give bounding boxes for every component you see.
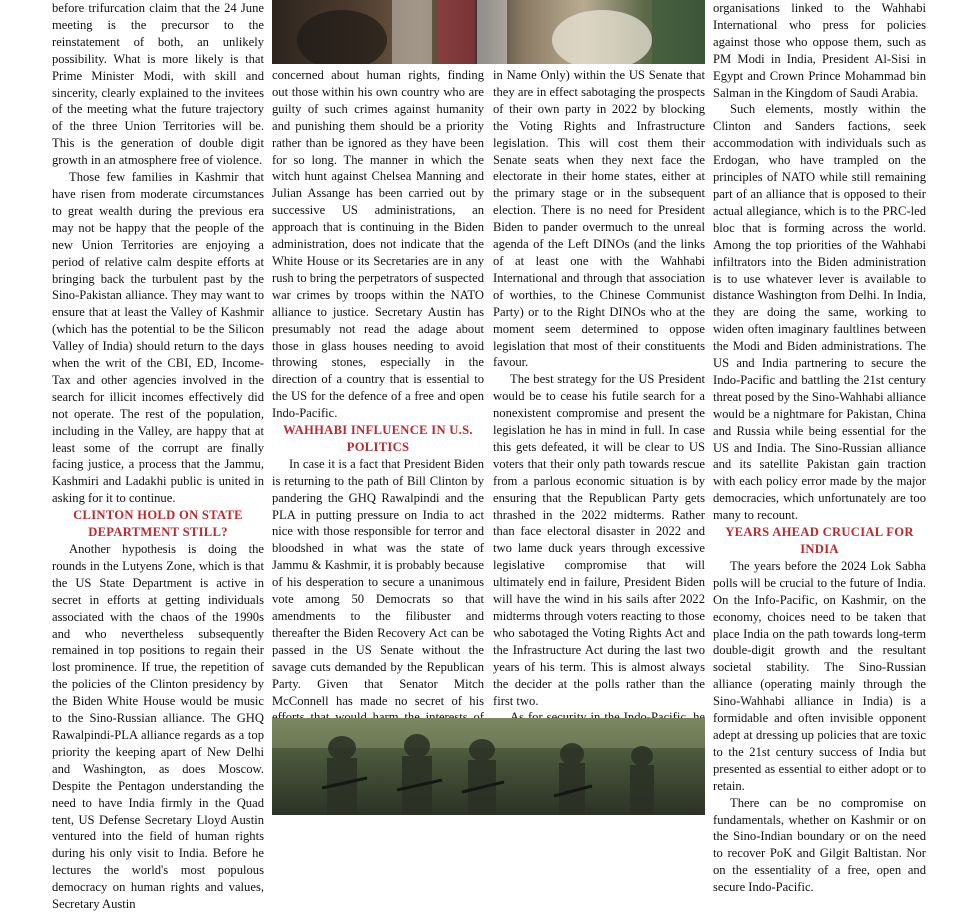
paragraph: organisations linked to the Wahhabi International who press for policies against those who oppose them, such as PM Modi in India, President Al-Sisi in Egypt and Crown Prince Mohammad bin Salman in the Kingdom of Saudi Arabia. [713, 1, 926, 100]
soldiers-photo-drawing [272, 718, 705, 815]
paragraph: before trifurcation claim that the 24 June meeting is the precursor to the reinstatement of both, an unlikely possibility. What is more likely is that Prime Minister Modi, with skill and sincerity, clearly explained to the invitees of the meeting what the future trajectory of the three Union Territories will be. This is the generation of double digit growth in an atmosphere free of violence. [52, 1, 264, 168]
paragraph: The years before the 2024 Lok Sabha polls will be crucial to the future of India. On the Info-Pacific, on Kashmir, on the economy, choices need to be taken that place India on the path towards long-term double-digit growth and the resultant societal stability. The Sino-Russian alliance (operating mainly through the Sino-Wahhabi alliance in India) is a formidable and often invisible opponent adept at dressing up policies that are toxic to the 21st century success of India but presented as essential to either adopt or to retain. [713, 558, 926, 793]
paragraph: Another hypothesis is doing the rounds in the Lutyens Zone, which is that the US State Department is active in secret in efforts at getting individuals associated with the chaos of the 1990s and who nevertheless subsequently remained in top positions to regain their lost prominence. If true, the repetition of the policies of the Clinton presidency by the Biden White House would be music to the Sino-Russian alliance. The GHQ Rawalpindi-PLA alliance regards as a top priority the keeping apart of New Delhi and Washington, as does Moscow. Despite the Pentagon understanding the need to have India firmly in the Quad tent, US Defense Secretary Lloyd Austin ventured into the field of human rights during his only visit to India. Before he lectures the world's most populous democracy on human rights and values, Secretary Austin [52, 542, 264, 912]
paragraph: in Name Only) within the US Senate that they are in effect sabotaging the prospects of their own party in 2022 by blocking the Voting Rights and Infrastructure legislation. This will cost them their Senate seats when they next face the electorate in their home states, either at the primary stage or in the subsequent election. There is no need for President Biden to pander overmuch to the unreal agenda of the Left DINOs (and the links of at least one with the Wahhabi International and through that association of worthies, to the Chinese Communist Party) or to the Right DINOs who at the moment seem determined to oppose legislation that most of their constituents favour. [493, 68, 705, 370]
column-3 [493, 67, 705, 794]
meeting-photo [272, 0, 705, 64]
paragraph: In case it is a fact that President Biden is returning to the path of Bill Clinton by pandering the GHQ Rawalpindi and the PLA in putting pressure on India to act nice with those responsible for terror and bloodshed in what was the state of Jammu & Kashmir, it is probably because of his desperation to secure a unanimous vote among 50 Democrats so that amendments to the filibuster and thereafter the Biden Recovery Act can be passed in the US Senate without the savage cuts demanded by the Republican Party. Given that Senator Mitch McConnell has made no secret of his [272, 456, 484, 708]
meeting-photo-drawing [272, 0, 705, 64]
paragraph: There can be no compromise on fundamentals, whether on Kashmir or on the Sino-Indian boundary or on the need to recover PoK and Gilgit Baltistan. Nor on the essentiality of a free, open and secure Indo-Pacific. [713, 795, 926, 895]
paragraph: Such elements, mostly within the Clinton and Sanders factions, seek accommodation with individuals such as Erdogan, who have trampled on the principles of NATO while still remaining part of an alliance that is opposed to their actual allegiance, which is to the PRC-led bloc that is forming across the world. Among the top priorities of the Wahhabi infiltrators into the Biden administration is to use whatever lever is available to distance Washington from Delhi. In India, they are doing the same, working to widen often imaginary faultlines between the Modi and Biden administrations. The US and India partnering to secure the Indo-Pacific and battling the 21st century threat posed by the Sino-Wahhabi alliance would be a nightmare for Pakistan, China and Russia while being essential for the US and India. The Sino-Russian alliance and its satellite Pakistan gain traction with each policy error made by the major democracies, which unfortunately are too many to recount. [713, 102, 926, 523]
paragraph: The best strategy for the US President would be to cease his futile search for a nonexistent compromise and present the legislation he has in mind in full. In case this gets defeated, it will be clear to US voters that their only path towards rescue from a parlous economic situation is by ensuring that the Republican Party gets thrashed in the 2022 midterms. Rather than face electoral disaster in 2022 and two lame duck years through excessive legislative compromise that will ultimately end in failure, President Biden will have the wind in his sails after 2022 midterms through voters reacting to those who sabotaged the Voting Rights Act and the Infrastructure Act during the last two years of his term. This is almost always the decider at the polls rather than the first two. [493, 372, 705, 708]
column-2 [272, 67, 484, 811]
column-1 [52, 0, 264, 913]
paragraph: concerned about human rights, finding out those within his own country who are guilty of such crimes against humanity and punishing them should be a priority rather than be ignored as they have been for so long. The manner in which the witch hunt against Chelsea Manning and Julian Assange has been carried out by successive US administrations, an approach that is continuing in the Biden administration, does not indicate that the White House or its Secretaries are in any rush to bring the perpetrators of suspected war crimes by troops within the NATO alliance to justice. Secretary Austin has presumably not read the adage about those in glass houses needing to avoid throwing stones, especially in the direction of a country that is essential to the US for the defence of a free and open Indo-Pacific. [272, 68, 484, 421]
section-heading: YEARS AHEAD CRUCIAL FOR INDIA [725, 525, 914, 556]
soldiers-photo [272, 718, 705, 815]
paragraph: Those few families in Kashmir that have risen from moderate circumstances to great wealth during the previous era may not be happy that the people of the new Union Territories are enjoying a period of relative calm despite efforts at bringing back the turbulent past by the Sino-Pakistan alliance. They may want to ensure that at least the Valley of Kashmir (which has the potential to be the Silicon Valley of India) should return to the days when the writ of the CBI, ED, Income-Tax and other agencies involved in the search for illicit incomes effectively did not operate. The rest of the population, including in the Valley, are happy that at least some of the corrupt are finally facing justice, a process that the Jammu, Kashmiri and Ladakhi public is united in asking for it to continue. [52, 170, 264, 506]
section-heading: WAHHABI INFLUENCE IN U.S. POLITICS [283, 423, 473, 454]
section-heading: CLINTON HOLD ON STATE DEPARTMENT STILL? [73, 508, 243, 540]
column-4 [713, 0, 926, 896]
